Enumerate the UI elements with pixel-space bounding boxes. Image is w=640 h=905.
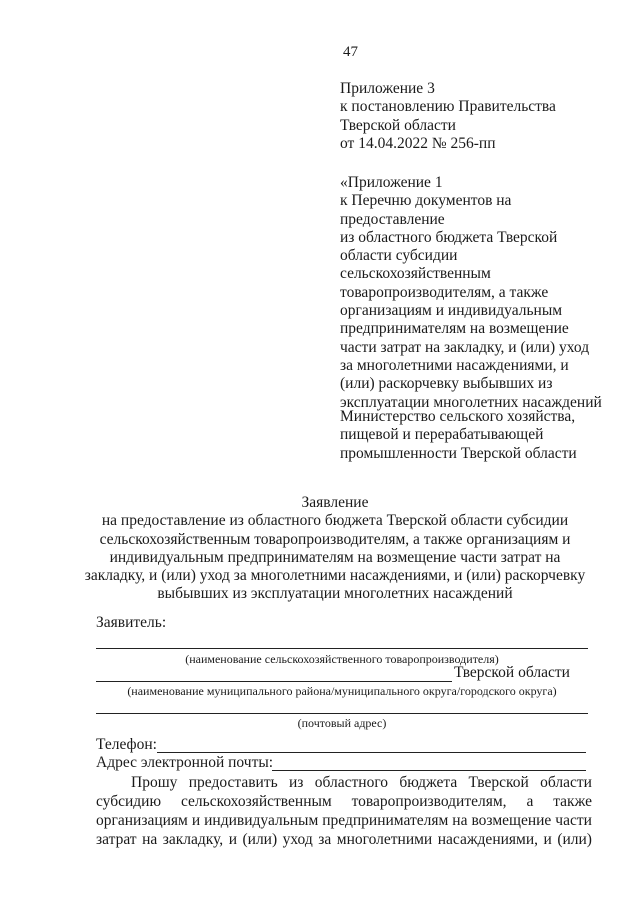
paragraph-word: уход [282, 831, 313, 848]
annex-3-line: Тверской области [340, 116, 456, 134]
annex-1-line: товаропроизводителям, а также [340, 283, 549, 301]
annex-3-line: Приложение 3 [340, 80, 435, 97]
paragraph-word: и [191, 812, 201, 829]
ministry-line: Министерство сельского хозяйства, [340, 408, 576, 425]
paragraph-word: Прошу [131, 774, 178, 791]
paragraph-line [96, 773, 592, 792]
phone-label: Телефон: [96, 736, 157, 753]
annex-1-line: сельскохозяйственным [340, 265, 491, 283]
annex-1-line: (или) раскорчевку выбывших из [340, 375, 553, 393]
paragraph-word: организациям [96, 812, 188, 829]
paragraph-word: предоставить [188, 774, 278, 791]
paragraph-word: (или) [242, 831, 278, 848]
paragraph-word: а [526, 793, 534, 810]
annex-3-line: к постановлению Правительства [340, 98, 556, 116]
annex-1-line: части затрат на закладку, и (или) уход [340, 338, 590, 356]
paragraph-word: области [540, 774, 592, 791]
annex-1-line: области субсидии [340, 247, 458, 265]
municipality-field[interactable] [96, 681, 452, 682]
annex-1-line: предоставление [340, 210, 445, 228]
paragraph-word: областного [314, 774, 389, 791]
producer-name-caption: (наименование сельскохозяйственного товаропроизводителя) [185, 652, 499, 666]
paragraph-word: и [228, 831, 237, 848]
annex-1-line: из областного бюджета Тверской [340, 228, 558, 246]
paragraph-line [96, 811, 592, 830]
paragraph-word: и [543, 831, 552, 848]
statement-heading [80, 494, 590, 604]
producer-name-field[interactable] [96, 648, 588, 649]
annex-1-line: к Перечню документов на [340, 192, 512, 210]
request-paragraph [96, 773, 592, 849]
paragraph-word: части [555, 812, 592, 829]
paragraph-word: за [318, 831, 332, 848]
annex-1-line: организациям и индивидуальным [340, 302, 563, 320]
paragraph-word: многолетними [336, 831, 433, 848]
statement-subtitle-line: выбывших из эксплуатации многолетних насаждений [157, 585, 513, 603]
statement-subtitle-line: сельскохозяйственным товаропроизводителям, а также организациям и [99, 530, 571, 548]
ministry-line: пищевой и перерабатывающей [340, 426, 544, 444]
annex-3-header [340, 80, 630, 153]
annex-1-line: эксплуатации многолетних насаждений [340, 393, 602, 411]
annex-3-line: от 14.04.2022 № 256-пп [340, 134, 496, 152]
paragraph-word: сельскохозяйственным [180, 793, 332, 810]
paragraph-word: товаропроизводителям, [351, 793, 507, 810]
paragraph-word: из [289, 774, 304, 791]
ministry-line: промышленности Тверской области [340, 444, 577, 462]
annex-1-line: за многолетними насаждениями, и [340, 356, 569, 374]
page-number: 47 [343, 44, 358, 60]
paragraph-word: на [452, 812, 468, 829]
email-label: Адрес электронной почты: [96, 754, 274, 771]
paragraph-line [96, 792, 592, 811]
postal-address-caption: (почтовый адрес) [297, 716, 387, 730]
statement-subtitle-line: закладку, и (или) уход за многолетними насаждениями, и (или) раскорчевку [84, 567, 586, 585]
region-suffix: Тверской области [454, 664, 570, 681]
annex-1-line: «Приложение 1 [340, 174, 443, 191]
paragraph-word: на [142, 831, 158, 848]
paragraph-word: также [553, 793, 592, 810]
paragraph-word: предпринимателям [322, 812, 449, 829]
addressee-ministry [340, 408, 630, 463]
paragraph-word: субсидию [96, 793, 162, 810]
paragraph-word: индивидуальным [204, 812, 319, 829]
paragraph-word: возмещение [471, 812, 552, 829]
email-field[interactable] [272, 770, 586, 771]
statement-subtitle-line: индивидуальным предпринимателям на возмещение части затрат на [109, 548, 561, 566]
paragraph-word: закладку, [162, 831, 224, 848]
statement-subtitle-line: на предоставление из областного бюджета Тверской области субсидии [101, 512, 569, 530]
phone-field[interactable] [157, 752, 586, 753]
annex-1-line: предпринимателям на возмещение [340, 320, 569, 338]
applicant-label: Заявитель: [96, 614, 167, 631]
paragraph-word: затрат [96, 831, 137, 848]
municipality-caption: (наименование муниципального района/муниципального округа/городского округа) [127, 684, 557, 698]
paragraph-word: (или) [557, 831, 592, 848]
paragraph-word: насаждениями, [437, 831, 539, 848]
paragraph-word: бюджета [399, 774, 458, 791]
annex-1-header [340, 174, 630, 412]
paragraph-word: Тверской [468, 774, 529, 791]
paragraph-line [96, 830, 592, 849]
postal-address-field[interactable] [96, 713, 588, 714]
statement-title: Заявление [301, 494, 369, 511]
